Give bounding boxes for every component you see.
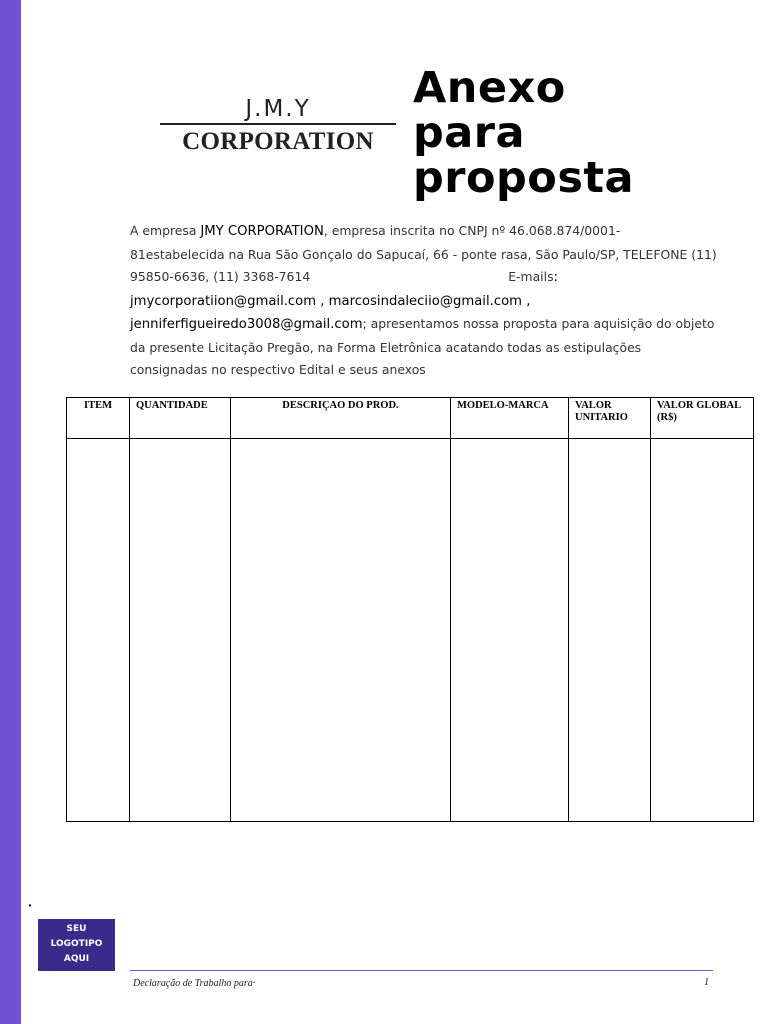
logo-placeholder-line-3: AQUI [63, 954, 90, 964]
header-total-value: VALOR GLOBAL (R$) [651, 398, 754, 439]
bullet-mark: · [28, 897, 33, 913]
email-separator-1: , [316, 293, 329, 309]
email-separator-2: , [522, 293, 531, 309]
title-line-3: proposta [413, 153, 635, 203]
cell-unit-value[interactable] [569, 439, 651, 822]
logo-placeholder-line-1: SEU [66, 924, 87, 934]
footer-divider [130, 970, 713, 971]
intro-line-6: da presente Licitação Pregão, na Forma Eletrônica acatando todas as estipulações [130, 339, 642, 355]
intro-paragraph [130, 220, 720, 382]
page-number: 1 [704, 977, 709, 988]
intro-cnpj: , empresa inscrita no CNPJ nº 46.068.874/0001- [323, 223, 621, 238]
company-name: JMY CORPORATION [200, 224, 324, 239]
proposal-table [66, 397, 754, 822]
intro-line-1 [130, 220, 720, 244]
intro-line-3 [130, 266, 720, 290]
header-item: ITEM [67, 398, 130, 439]
header-unit-value: VALOR UNITARIO [569, 398, 651, 439]
logo-company-name: CORPORATION [182, 128, 374, 155]
intro-line-7: consignadas no respectivo Edital e seus anexos [130, 362, 426, 377]
email-1: jmycorporatiion@gmail.com [130, 293, 317, 309]
logo-initials: J.M.Y [245, 96, 311, 122]
email-3: jenniferfigueiredo3008@gmail.com [130, 317, 363, 332]
title-line-1: Anexo [413, 63, 566, 113]
cell-description[interactable] [231, 439, 451, 822]
cell-item[interactable] [67, 439, 130, 822]
logo-placeholder [38, 919, 115, 971]
cell-model-brand[interactable] [451, 439, 569, 822]
table-header-row [67, 398, 754, 439]
page-title [413, 63, 753, 203]
header-description: DESCRIÇAO DO PROD. [231, 398, 451, 439]
email-2: marcosindaleciio@gmail.com [328, 293, 522, 309]
footer-text: Declaração de Trabalho para· [133, 978, 256, 989]
side-accent-bar [0, 0, 21, 1024]
cell-quantity[interactable] [130, 439, 231, 822]
intro-line-4 [130, 290, 720, 314]
logo-placeholder-line-2: LOGOTIPO [50, 939, 103, 949]
intro-line-5 [130, 313, 720, 337]
title-line-2: para [413, 108, 526, 158]
header-model-brand: MODELO-MARCA [451, 398, 569, 439]
header-quantity: QUANTIDADE [130, 398, 231, 439]
intro-line-2: 81estabelecida na Rua São Gonçalo do Sapucaí, 66 - ponte rasa, São Paulo/SP, TELEFONE (11) [130, 246, 717, 262]
logo-divider [160, 123, 396, 125]
intro-phones: 95850-6636, (11) 3368-7614 [130, 269, 311, 284]
table-row [67, 439, 754, 822]
intro-proposal-text: ; apresentamos nossa proposta para aquisição do objeto [362, 316, 715, 331]
emails-label: E-mails [508, 269, 554, 284]
intro-prefix: A empresa [130, 223, 201, 238]
company-logo [160, 96, 396, 160]
cell-total-value[interactable] [651, 439, 754, 822]
emails-colon: : [553, 270, 558, 285]
